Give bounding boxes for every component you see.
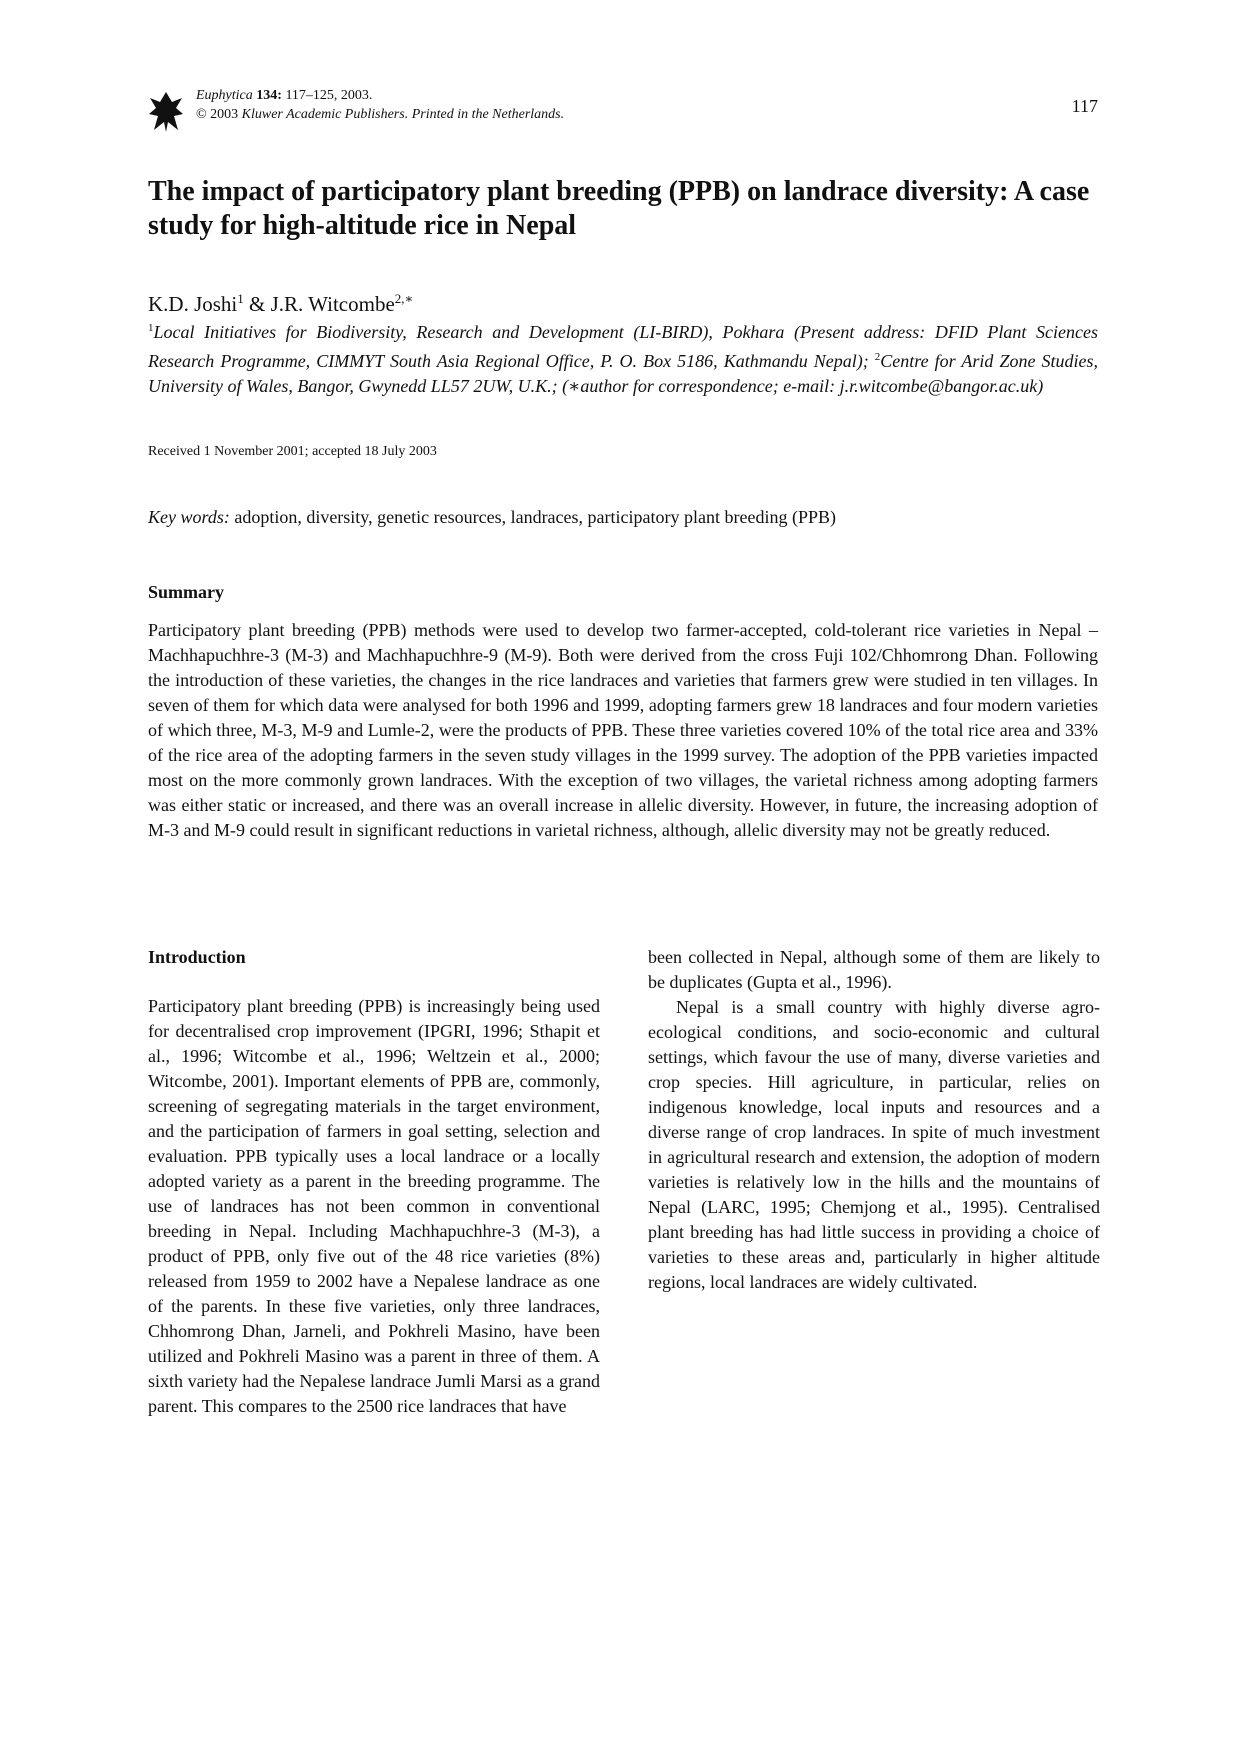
- author-list: [148, 291, 413, 317]
- affiliation-mark: 1: [148, 322, 154, 334]
- keywords-label: Key words:: [148, 507, 230, 527]
- introduction-paragraph: Participatory plant breeding (PPB) is increasingly being used for decentralised crop improvement (IPGRI, 1996; Sthapit et al., 1996; Witcombe et al., 1996; Weltzein et al., 2000; Witcombe, 2001). Important elements of PPB are, commonly, screening of segregating materials in the target environment, and the participation of farmers in goal setting, selection and evaluation. PPB typically uses a local landrace or a locally adopted variety as a parent in the breeding programme. The use of landraces has not been common in conventional breeding in Nepal. Including Machhapuchhre-3 (M-3), a product of PPB, only five out of the 48 rice varieties (8%) released from 1959 to 2002 have a Nepalese landrace as one of the parents. In these five varieties, only three landraces, Chhomrong Dhan, Jarneli, and Pokhreli Masino, have been utilized and Pokhreli Masino was a parent in three of them. A sixth variety had the Nepalese landrace Jumli Marsi as a grand parent. This compares to the 2500 rice landraces that have: [148, 996, 600, 1416]
- affiliation-text: Centre for Arid Zone Studies, University of Wales, Bangor, Gwynedd LL57 2UW, U.K.; (∗author for correspondence; e-mail: j.r.witcombe@bangor.ac.uk): [148, 351, 1099, 396]
- author-name: K.D. Joshi: [148, 292, 238, 316]
- publisher-line: Kluwer Academic Publishers. Printed in the Netherlands.: [241, 107, 565, 122]
- summary-text: Participatory plant breeding (PPB) methods were used to develop two farmer-accepted, cold-tolerant rice varieties in Nepal – Machhapuchhre-3 (M-3) and Machhapuchhre-9 (M-9). Both were derived from the cross Fuji 102/Chhomrong Dhan. Following the introduction of these varieties, the changes in the rice landraces and varieties that farmers grew were studied in ten villages. In seven of them for which data were analysed for both 1996 and 1999, adopting farmers grew 18 landraces and four modern varieties of which three, M-3, M-9 and Lumle-2, were the products of PPB. These three varieties covered 10% of the total rice area and 33% of the rice area of the adopting farmers in the seven study villages in the 1999 survey. The adoption of the PPB varieties impacted most on the more commonly grown landraces. With the exception of two villages, the varietal richness among adopting farmers was either static or increased, and there was an overall increase in allelic diversity. However, in future, the increasing adoption of M-3 and M-9 could result in significant reductions in varietal richness, although, allelic diversity may not be greatly reduced.: [148, 620, 1098, 840]
- page-header: [148, 86, 1098, 136]
- affiliation-mark: 2: [874, 351, 881, 363]
- keywords-text: adoption, diversity, genetic resources, landraces, participatory plant breeding (PPB): [234, 507, 836, 527]
- journal-pages: 117–125, 2003.: [285, 88, 373, 103]
- introduction-paragraph: Nepal is a small country with highly diverse agro-ecological conditions, and socio-economic and cultural settings, which favour the use of many, diverse varieties and crop species. Hill agriculture, in particular, relies on indigenous knowledge, local inputs and resources and a diverse range of crop landraces. In spite of much investment in agricultural research and extension, the adoption of modern varieties is relatively low in the hills and the mountains of Nepal (LARC, 1995; Chemjong et al., 1995). Centralised plant breeding has had little success in providing a choice of varieties to these areas and, particularly in higher altitude regions, local landraces are widely cultivated.: [648, 997, 1100, 1292]
- right-column: [648, 945, 1100, 1295]
- received-dates: Received 1 November 2001; accepted 18 July 2003: [148, 444, 437, 459]
- author-affiliation-mark: 1: [237, 291, 244, 306]
- page-number: 117: [1071, 96, 1098, 116]
- author-affiliations: [148, 316, 1098, 399]
- author-affiliation-mark: 2,∗: [394, 291, 414, 306]
- journal-volume: 134:: [256, 88, 282, 103]
- keywords: [148, 507, 836, 528]
- author-separator: &: [243, 292, 271, 316]
- journal-citation: [196, 86, 564, 124]
- copyright-year: 2003: [210, 107, 239, 122]
- affiliation-text: Local Initiatives for Biodiversity, Research and Development (LI-BIRD), Pokhara (Present address: DFID Plant Sciences Research Programme, CIMMYT South Asia Regional Office, P. O. Box 5186, Kathmandu Nepal);: [148, 322, 1098, 371]
- left-column: [148, 945, 600, 1419]
- paper-title: The impact of participatory plant breeding (PPB) on landrace diversity: A case study for high-altitude rice in Nepal: [148, 176, 1090, 241]
- copyright-symbol: ©: [196, 107, 207, 122]
- summary-heading: Summary: [148, 582, 224, 602]
- publisher-logo-icon: [148, 90, 184, 134]
- author-name: J.R. Witcombe: [270, 292, 395, 316]
- introduction-heading: Introduction: [148, 947, 246, 967]
- introduction-paragraph-continued: been collected in Nepal, although some of them are likely to be duplicates (Gupta et al., 1996).: [648, 947, 1100, 992]
- journal-name: Euphytica: [196, 88, 253, 103]
